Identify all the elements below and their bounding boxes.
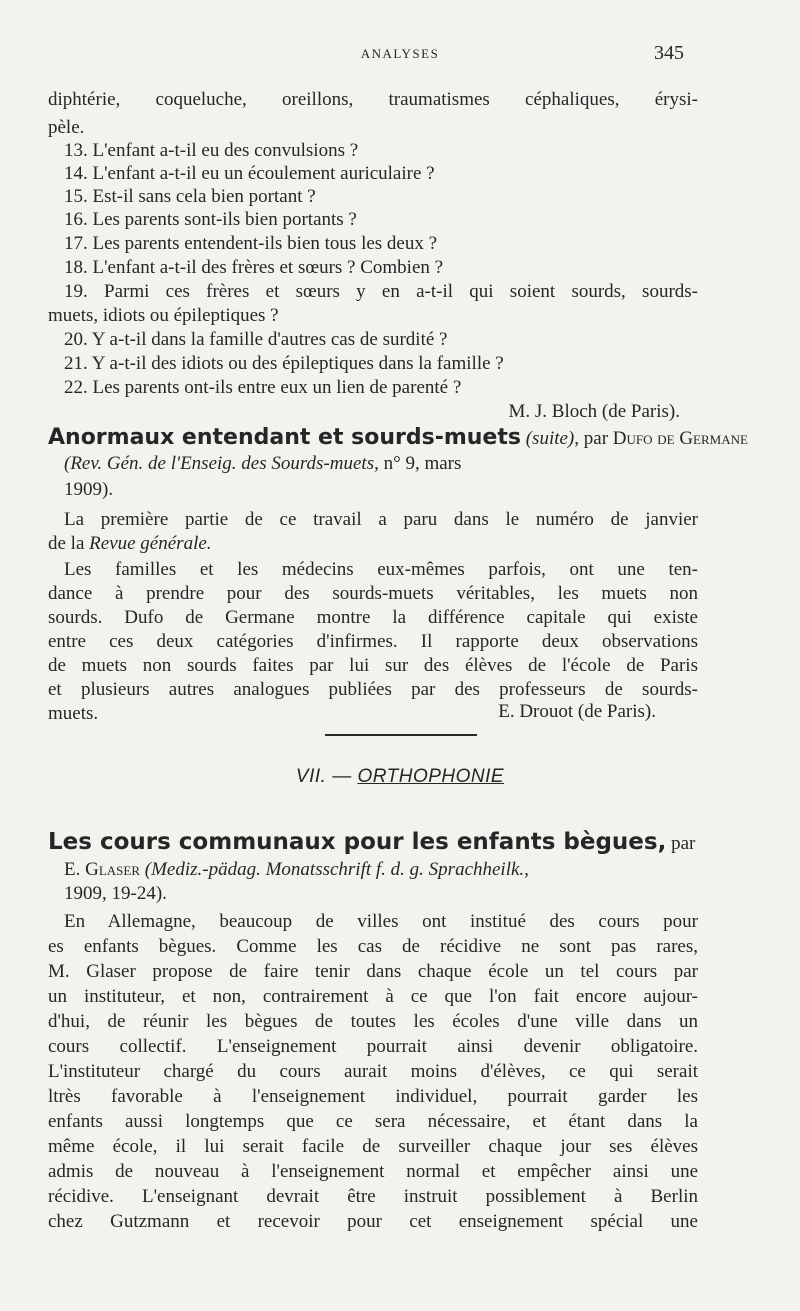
citation-year: 1909, 19-24). [64,883,167,904]
text-line: sourds. Dufo de Germane montre la différence capitale qui existe [48,607,698,628]
text-line: même école, il lui serait facile de surveiller chaque jour ses élèves [48,1136,698,1157]
citation-rest: n° 9, mars [383,453,462,474]
article-title-line [48,425,748,451]
question-14: 14. L'enfant a-t-il eu un écoulement auriculaire ? [64,163,435,184]
text-line: pèle. [48,117,85,138]
question-13: 13. L'enfant a-t-il eu des convulsions ? [64,140,359,161]
question-18: 18. L'enfant a-t-il des frères et sœurs ? Combien ? [64,257,444,278]
text-line: admis de nouveau à l'enseignement normal et empêcher ainsi une [48,1161,698,1182]
section-title: ORTHOPHONIE [357,766,505,787]
question-19: 19. Parmi ces frères et sœurs y en a-t-il qui soient sourds, sourds- [64,281,698,302]
text-line: un instituteur, et non, contrairement à ce que l'on fait encore aujour- [48,986,698,1007]
citation-year: 1909). [64,479,114,500]
journal-name: Revue générale. [89,533,212,554]
question-22: 22. Les parents ont-ils entre eux un lien de parenté ? [64,377,462,398]
question-15: 15. Est-il sans cela bien portant ? [64,186,316,207]
text-line: M. Glaser propose de faire tenir dans chaque école un tel cours par [48,961,698,982]
signature: E. Drouot (de Paris). [498,701,656,722]
section-number: VII. — [295,766,352,787]
article-title-line [48,830,698,856]
text-line: récidive. L'enseignant devrait être instruit possiblement à Berlin [48,1186,698,1207]
text-line: cours collectif. L'enseignement pourrait ainsi devenir obligatoire. [48,1036,698,1057]
running-title: ANALYSES [360,46,440,61]
author: E. Glaser [64,859,140,880]
citation: (Mediz.-pädag. Monatsschrift f. d. g. Sprachheilk., [144,859,529,880]
page-number: 345 [654,42,684,64]
text-line: diphtérie, coqueluche, oreillons, traumatismes céphaliques, érysi- [48,89,698,110]
text-line: Les familles et les médecins eux-mêmes parfois, ont une ten- [64,559,698,580]
text-line: chez Gutzmann et recevoir pour cet enseignement spécial une [48,1211,698,1232]
section-heading [0,766,800,788]
question-16: 16. Les parents sont-ils bien portants ? [64,209,357,230]
author: Dufo de Germane [612,428,748,449]
citation-line [64,452,709,476]
text-line: En Allemagne, beaucoup de villes ont institué des cours pour [64,911,698,932]
text-line: L'instituteur chargé du cours aurait moins d'élèves, ce qui serait [48,1061,698,1082]
question-20: 20. Y a-t-il dans la famille d'autres cas de surdité ? [64,329,448,350]
citation: (Rev. Gén. de l'Enseig. des Sourds-muets, [64,453,379,474]
text-line: es enfants bègues. Comme les cas de récidive ne sont pas rares, [48,936,698,957]
text-line: d'hui, de réunir les bègues de toutes les écoles d'une ville dans un [48,1011,698,1032]
signature: M. J. Bloch (de Paris). [508,401,680,422]
text-line: dance à prendre pour des sourds-muets véritables, les muets non [48,583,698,604]
text-line: enfants aussi longtemps que ce sera nécessaire, et étant dans la [48,1111,698,1132]
suite-label: (suite) [525,428,575,449]
question-17: 17. Les parents entendent-ils bien tous les deux ? [64,233,438,254]
question-21: 21. Y a-t-il des idiots ou des épileptiques dans la famille ? [64,353,504,374]
text-line: de la Revue générale. [48,533,212,554]
by-label: par [671,833,696,854]
article-title: Les cours communaux pour les enfants bègues, [48,829,667,855]
text-line: La première partie de ce travail a paru dans le numéro de janvier [64,509,698,530]
text-line: ltrès favorable à l'enseignement individuel, pourrait garder les [48,1086,698,1107]
by-label: , par [574,428,609,449]
text-line: muets. [48,703,99,724]
text-line: de muets non sourds faites par lui sur des élèves de l'école de Paris [48,655,698,676]
text-line: et plusieurs autres analogues publiées par des professeurs de sourds- [48,679,698,700]
text-line: entre ces deux catégories d'infirmes. Il rapporte deux observations [48,631,698,652]
citation-line [64,858,698,882]
section-divider [325,734,477,736]
article-title: Anormaux entendant et sourds-muets [48,425,521,450]
text-line: muets, idiots ou épileptiques ? [48,305,279,326]
